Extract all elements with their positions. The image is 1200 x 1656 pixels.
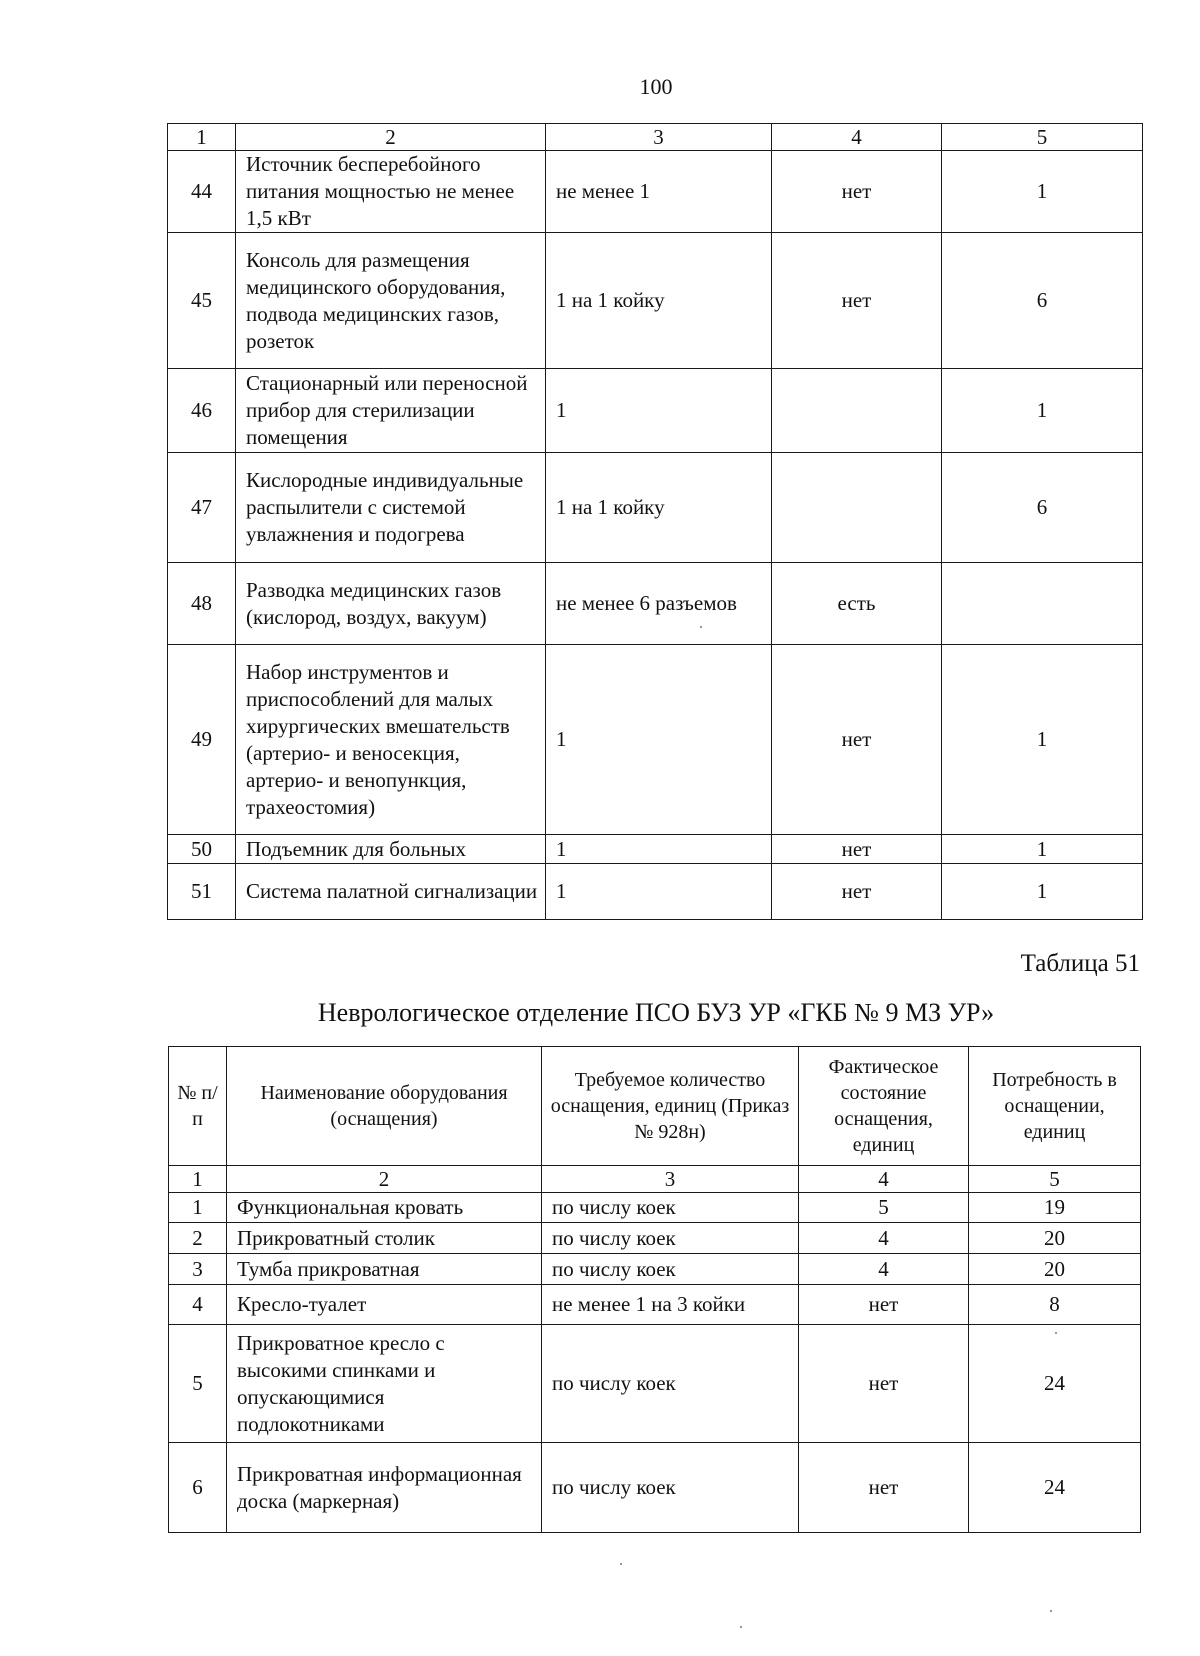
column-number-row	[168, 124, 1143, 151]
equipment-name: Подъемник для больных	[236, 835, 546, 864]
table-row	[169, 1443, 1141, 1533]
actual-state: нет	[799, 1325, 969, 1443]
row-number: 2	[169, 1223, 227, 1254]
col-number-1: 1	[169, 1166, 227, 1193]
required-quantity: 1	[546, 645, 772, 835]
required-quantity: по числу коек	[542, 1254, 799, 1285]
row-number: 4	[169, 1285, 227, 1325]
need-quantity: 8	[969, 1285, 1141, 1325]
actual-state	[772, 369, 942, 453]
equipment-name: Разводка медицинских газов (кислород, воздух, вакуум)	[236, 563, 546, 645]
table-row	[168, 453, 1143, 563]
equipment-name: Консоль для размещения медицинского оборудования, подвода медицинских газов, розеток	[236, 233, 546, 369]
actual-state: нет	[799, 1285, 969, 1325]
table-row	[169, 1254, 1141, 1285]
actual-state: 5	[799, 1193, 969, 1223]
table-row	[169, 1193, 1141, 1223]
row-number: 3	[169, 1254, 227, 1285]
required-quantity: по числу коек	[542, 1223, 799, 1254]
col-number-2: 2	[236, 124, 546, 151]
col-number-4: 4	[799, 1166, 969, 1193]
equipment-name: Стационарный или переносной прибор для стерилизации помещения	[236, 369, 546, 453]
table-row	[168, 151, 1143, 233]
table-row	[169, 1223, 1141, 1254]
required-quantity: не менее 1 на 3 койки	[542, 1285, 799, 1325]
row-number: 1	[169, 1193, 227, 1223]
need-quantity: 1	[942, 369, 1143, 453]
need-quantity: 1	[942, 645, 1143, 835]
header-need: Потребность в оснащении, единиц	[969, 1047, 1141, 1166]
need-quantity: 20	[969, 1223, 1141, 1254]
equipment-name: Кресло-туалет	[227, 1285, 542, 1325]
column-number-row	[169, 1166, 1141, 1193]
actual-state: нет	[772, 864, 942, 920]
col-number-3: 3	[546, 124, 772, 151]
equipment-name: Функциональная кровать	[227, 1193, 542, 1223]
need-quantity: 6	[942, 453, 1143, 563]
row-number: 44	[168, 151, 236, 233]
table-row	[168, 835, 1143, 864]
need-quantity: 1	[942, 864, 1143, 920]
col-number-2: 2	[227, 1166, 542, 1193]
required-quantity: 1	[546, 835, 772, 864]
row-number: 51	[168, 864, 236, 920]
table-row	[168, 563, 1143, 645]
equipment-name: Тумба прикроватная	[227, 1254, 542, 1285]
actual-state: нет	[772, 645, 942, 835]
table-row	[168, 864, 1143, 920]
equipment-name: Прикроватное кресло с высокими спинками и опускающимися подлокотниками	[227, 1325, 542, 1443]
required-quantity: 1 на 1 койку	[546, 233, 772, 369]
col-number-5: 5	[969, 1166, 1141, 1193]
need-quantity: 24	[969, 1325, 1141, 1443]
equipment-name: Система палатной сигнализации	[236, 864, 546, 920]
neurology-equipment-table	[168, 1046, 1141, 1533]
header-actual: Фактическое состояние оснащения, единиц	[799, 1047, 969, 1166]
actual-state: 4	[799, 1254, 969, 1285]
required-quantity: по числу коек	[542, 1443, 799, 1533]
need-quantity: 1	[942, 151, 1143, 233]
table-row	[168, 369, 1143, 453]
row-number: 48	[168, 563, 236, 645]
equipment-name: Прикроватный столик	[227, 1223, 542, 1254]
header-row	[169, 1047, 1141, 1166]
table-row	[168, 645, 1143, 835]
row-number: 5	[169, 1325, 227, 1443]
actual-state: 4	[799, 1223, 969, 1254]
need-quantity: 24	[969, 1443, 1141, 1533]
table-label: Таблица 51	[1020, 950, 1140, 977]
row-number: 49	[168, 645, 236, 835]
required-quantity: не менее 1	[546, 151, 772, 233]
table-row	[169, 1285, 1141, 1325]
page-number: 100	[639, 74, 673, 99]
table-row	[168, 233, 1143, 369]
row-number: 46	[168, 369, 236, 453]
row-number: 50	[168, 835, 236, 864]
col-number-1: 1	[168, 124, 236, 151]
actual-state: нет	[772, 835, 942, 864]
need-quantity: 6	[942, 233, 1143, 369]
required-quantity: 1 на 1 койку	[546, 453, 772, 563]
required-quantity: 1	[546, 369, 772, 453]
header-required: Требуемое количество оснащения, единиц (Приказ № 928н)	[542, 1047, 799, 1166]
row-number: 6	[169, 1443, 227, 1533]
required-quantity: не менее 6 разъемов	[546, 563, 772, 645]
required-quantity: по числу коек	[542, 1325, 799, 1443]
equipment-name: Источник бесперебойного питания мощностью не менее 1,5 кВт	[236, 151, 546, 233]
table-row	[169, 1325, 1141, 1443]
header-number: № п/п	[169, 1047, 227, 1166]
header-name: Наименование оборудования (оснащения)	[227, 1047, 542, 1166]
required-quantity: по числу коек	[542, 1193, 799, 1223]
actual-state: есть	[772, 563, 942, 645]
equipment-table-continued	[167, 123, 1143, 920]
col-number-5: 5	[942, 124, 1143, 151]
col-number-4: 4	[772, 124, 942, 151]
table-title: Неврологическое отделение ПСО БУЗ УР «ГКБ № 9 МЗ УР»	[317, 998, 995, 1027]
equipment-name: Кислородные индивидуальные распылители с системой увлажнения и подогрева	[236, 453, 546, 563]
actual-state: нет	[799, 1443, 969, 1533]
need-quantity: 20	[969, 1254, 1141, 1285]
equipment-name: Прикроватная информационная доска (маркерная)	[227, 1443, 542, 1533]
col-number-3: 3	[542, 1166, 799, 1193]
required-quantity: 1	[546, 864, 772, 920]
actual-state: нет	[772, 233, 942, 369]
equipment-name: Набор инструментов и приспособлений для малых хирургических вмешательств (артерио- и веносекция, артерио- и венопункция, трахеостомия)	[236, 645, 546, 835]
actual-state: нет	[772, 151, 942, 233]
actual-state	[772, 453, 942, 563]
row-number: 47	[168, 453, 236, 563]
need-quantity: 1	[942, 835, 1143, 864]
need-quantity	[942, 563, 1143, 645]
need-quantity: 19	[969, 1193, 1141, 1223]
row-number: 45	[168, 233, 236, 369]
